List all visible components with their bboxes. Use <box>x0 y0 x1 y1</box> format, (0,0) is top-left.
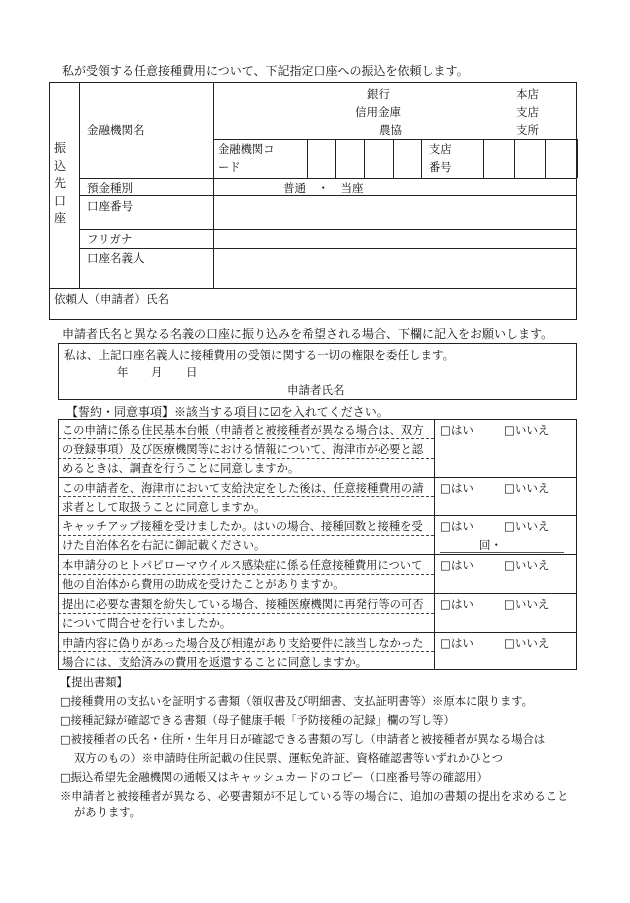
pledge-1-yes[interactable]: □はい <box>440 423 474 437</box>
pledge-5-yes[interactable]: □はい <box>440 597 474 611</box>
bank-type-agri: 農協 <box>379 123 402 137</box>
pledge-6-yes[interactable]: □はい <box>440 636 474 650</box>
pledge-2-no[interactable]: □いいえ <box>504 481 550 495</box>
pledge-6-no[interactable]: □いいえ <box>504 636 550 650</box>
pledge-question-3: キャッチアップ接種を受けましたか。はいの場合、接種回数と接種を受けた自治体名を右記に御記載ください。 <box>62 520 423 552</box>
pledge-question-4: 本申請分のヒトパピローマウイルス感染症に係る任意接種費用について他の自治体から費用の助成を受けたことがありますか。 <box>62 559 423 591</box>
pledge-5-no[interactable]: □いいえ <box>504 597 550 611</box>
docs-heading: 【提出書類】 <box>60 676 128 689</box>
transfer-side-label: 振込先口座 <box>53 141 66 225</box>
pledge-3-yes[interactable]: □はい <box>440 519 474 533</box>
requester-name-label: 依頼人（申請者）氏名 <box>54 292 169 306</box>
docs-note: ※申請者と被接種者が異なる、必要書類が不足している等の場合に、追加の書類の提出を求めること <box>60 790 569 803</box>
inst-name-label: 金融機関名 <box>87 123 145 137</box>
doc-item-1: □接種費用の支払いを証明する書類（領収書及び明細書、支払証明書等）※原本に限ります。 <box>60 695 533 708</box>
deposit-type-label: 預金種別 <box>87 181 133 195</box>
pledge-1-no[interactable]: □いいえ <box>504 423 550 437</box>
delegation-text: 私は、上記口座名義人に接種費用の受領に関する一切の権限を委任します。 <box>64 348 455 362</box>
inst-code-label: 金融機関コード <box>218 143 275 174</box>
doc-item-3: □被接種者の氏名・住所・生年月日が確認できる書類の写し（申請者と被接種者が異なる場合は <box>60 733 546 746</box>
pledge-4-no[interactable]: □いいえ <box>504 558 550 572</box>
pledge-question-2: この申請者を、海津市において支給決定をした後は、任意接種費用の請求者として取扱うことに同意しますか。 <box>62 482 424 514</box>
docs-note-cont: があります。 <box>74 806 141 819</box>
doc-item-3-cont: 双方のもの）※申請時住所記載の住民票、運転免許証、資格確認書等いずれかひとつ <box>74 752 504 765</box>
branch-type-branch: 支店 <box>516 105 539 119</box>
account-holder-label: 口座名義人 <box>87 251 145 265</box>
bank-type-credit: 信用金庫 <box>355 105 401 119</box>
furigana-label: フリガナ <box>87 232 133 246</box>
pledge-heading: 【誓約・同意事項】※該当する項目に☑を入れてください。 <box>66 405 389 419</box>
pledge-question-1: この申請に係る住民基本台帳（申請者と被接種者が異なる場合は、双方の登録事項）及び医療機関等における情報について、海津市が必要と認めるときは、調査を行うことに同意しますか。 <box>62 424 424 475</box>
pledge-3-no[interactable]: □いいえ <box>504 519 550 533</box>
intro-text: 私が受領する任意接種費用について、下記指定口座への振込を依頼します。 <box>62 64 469 78</box>
pledge-question-5: 提出に必要な書類を紛失している場合、接種医療機関に再発行等の可否について問合せを行いましたか。 <box>62 598 424 630</box>
deposit-type-options: 普通 ・ 当座 <box>283 181 364 195</box>
date-year: 年 <box>117 365 129 379</box>
signature-label: 申請者氏名 <box>287 383 345 397</box>
date-day: 日 <box>186 365 198 379</box>
pledge-3-count-field[interactable]: 回・ <box>479 538 502 552</box>
doc-item-4: □振込希望先金融機関の通帳又はキャッシュカードのコピー（口座番号等の確認用） <box>60 771 488 784</box>
account-number-label: 口座番号 <box>87 199 133 213</box>
bank-type-bank: 銀行 <box>367 87 390 101</box>
delegation-note: 申請者氏名と異なる名義の口座に振り込みを希望される場合、下欄に記入をお願いします。 <box>62 327 554 341</box>
pledge-question-6: 申請内容に偽りがあった場合及び相違があり支給要件に該当しなかった場合には、支給済みの費用を返還することに同意しますか。 <box>62 637 424 669</box>
branch-type-office: 支所 <box>516 123 539 137</box>
branch-type-main: 本店 <box>516 87 539 101</box>
branch-code-label: 支店番号 <box>429 143 452 174</box>
pledge-2-yes[interactable]: □はい <box>440 481 474 495</box>
doc-item-2: □接種記録が確認できる書類（母子健康手帳「予防接種の記録」欄の写し等） <box>60 714 455 727</box>
date-month: 月 <box>151 365 163 379</box>
pledge-4-yes[interactable]: □はい <box>440 558 474 572</box>
